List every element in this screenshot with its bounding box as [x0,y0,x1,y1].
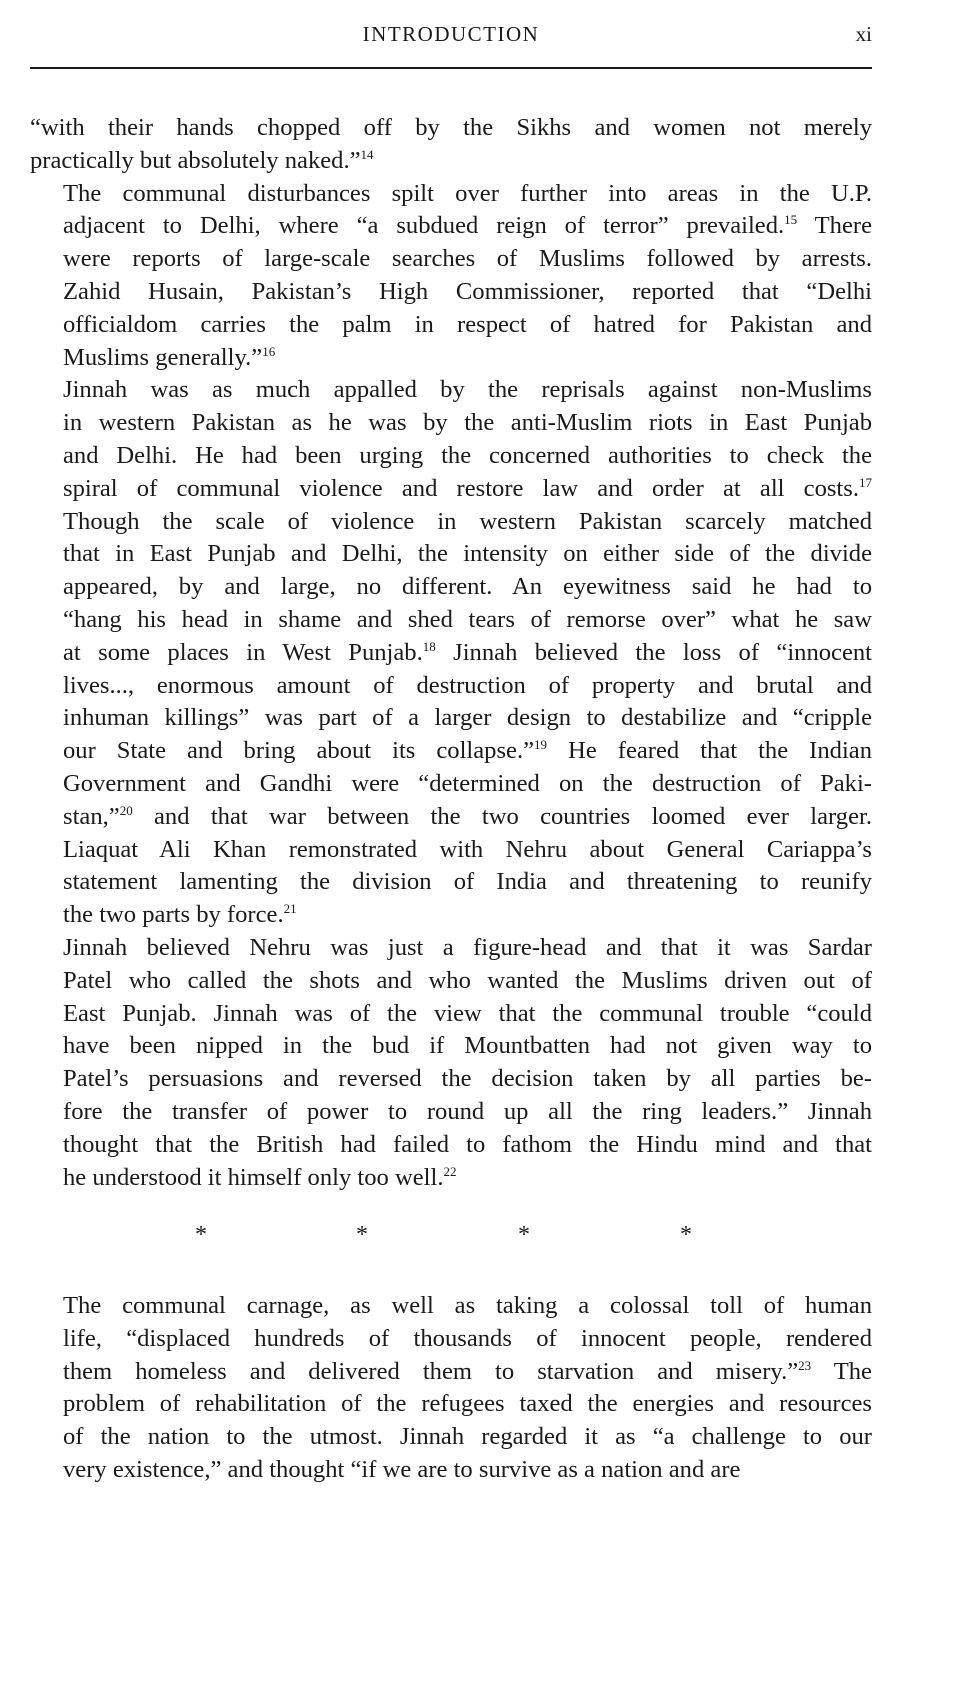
text-run: and Delhi. He had been urging the concerned authorities to check the [63,441,872,469]
footnote-ref: 14 [360,146,374,162]
text-line [30,276,872,309]
text-line [30,112,872,145]
text-line [30,735,872,768]
text-line [30,407,872,440]
paragraph [30,932,872,1194]
text-line [30,1096,872,1129]
text-run: Jinnah believed the loss of “innocent [435,638,872,666]
text-line [30,571,872,604]
running-head [30,20,872,52]
section-break [30,1222,872,1252]
paragraph [30,374,872,932]
text-line [30,210,872,243]
text-run: Patel who called the shots and who wanted the Muslims driven out of [63,966,872,994]
text-line [30,309,872,342]
text-run: He feared that the Indian [547,737,872,765]
text-run: practically but absolutely naked.” [30,146,361,174]
text-line [30,243,872,276]
text-run: spiral of communal violence and restore law and order at all costs. [63,474,859,502]
text-line [30,1063,872,1096]
text-run: The communal carnage, as well as taking a colossal toll of human [63,1292,872,1319]
body-text [30,112,872,1194]
text-line [30,1162,872,1195]
text-line [30,899,872,932]
text-line [30,801,872,834]
body-text-continued [30,1290,872,1487]
text-line [30,637,872,670]
text-line [30,932,872,965]
text-line [30,670,872,703]
text-line [30,342,872,375]
text-run: Zahid Husain, Pakistan’s High Commissioner, reported that “Delhi [63,277,872,305]
paragraph [30,112,872,178]
text-run: “with their hands chopped off by the Sikhs and women not merely [30,114,872,141]
text-line [30,1388,872,1421]
text-run: Jinnah believed Nehru was just a figure-head and that it was Sardar [63,933,872,961]
text-line [30,834,872,867]
text-line [30,1290,872,1323]
text-run: fore the transfer of power to round up all the ring leaders.” Jinnah [63,1097,872,1125]
text-run: very existence,” and thought “if we are to survive as a nation and are [63,1455,741,1483]
text-run: and that war between the two countries loomed ever larger. [132,802,872,830]
text-line [30,866,872,899]
text-run: adjacent to Delhi, where “a subdued reign of terror” prevailed. [63,212,785,240]
text-line [30,998,872,1031]
asterisk: * [356,1222,368,1248]
text-line [30,145,872,178]
text-run: The communal disturbances spilt over further into areas in the U.P. [63,179,872,207]
text-run: of the nation to the utmost. Jinnah regarded it as “a challenge to our [63,1423,872,1451]
text-run: inhuman killings” was part of a larger design to destabilize and “cripple [63,704,872,732]
text-run: he understood it himself only too well. [63,1163,444,1191]
text-run: our State and bring about its collapse.” [63,737,535,765]
asterisk: * [680,1222,692,1248]
text-line [30,702,872,735]
text-run: lives..., enormous amount of destruction of property and brutal and [63,671,872,699]
text-run: that in East Punjab and Delhi, the intensity on either side of the divide [63,540,872,568]
text-run: Liaquat Ali Khan remonstrated with Nehru about General Cariappa’s [63,835,872,863]
header-rule [30,67,872,69]
text-line [30,604,872,637]
text-run: officialdom carries the palm in respect of hatred for Pakistan and [63,310,872,338]
text-line [30,1323,872,1356]
footnote-ref: 18 [422,638,436,654]
text-line [30,473,872,506]
text-line [30,178,872,211]
asterisk: * [518,1222,530,1248]
chapter-title: INTRODUCTION [362,22,540,46]
text-run: appeared, by and large, no different. An eyewitness said he had to [63,573,872,601]
paragraph [30,1290,872,1487]
footnote-ref: 15 [784,212,798,228]
text-run: the two parts by force. [63,901,284,929]
text-run: problem of rehabilitation of the refugees taxed the energies and resources [63,1390,872,1418]
text-line [30,965,872,998]
text-run: thought that the British had failed to fathom the Hindu mind and that [63,1130,872,1158]
footnote-ref: 21 [283,901,297,917]
footnote-ref: 23 [798,1357,812,1373]
text-line [30,1421,872,1454]
text-line [30,768,872,801]
asterisk: * [195,1222,207,1248]
text-run: East Punjab. Jinnah was of the view that the communal trouble “could [63,999,872,1027]
footnote-ref: 19 [534,737,548,753]
text-run: in western Pakistan as he was by the anti-Muslim riots in East Punjab [63,409,872,437]
footnote-ref: 22 [443,1163,457,1179]
text-run: life, “displaced hundreds of thousands of innocent people, rendered [63,1324,872,1352]
text-line [30,1356,872,1389]
text-run: “hang his head in shame and shed tears of remorse over” what he saw [63,605,872,633]
footnote-ref: 16 [262,343,276,359]
footnote-ref: 17 [859,474,872,490]
text-run: at some places in West Punjab. [63,638,423,666]
page-number: xi [855,22,872,46]
text-run: The [811,1357,872,1385]
paragraph [30,178,872,375]
text-run: stan,” [63,802,120,830]
text-line [30,1454,872,1487]
text-run: Though the scale of violence in western Pakistan scarcely matched [63,507,872,535]
text-run: Government and Gandhi were “determined on the destruction of Paki- [63,769,872,797]
text-run: them homeless and delivered them to starvation and misery.” [63,1357,799,1385]
text-run: Muslims generally.” [63,343,263,371]
text-run: have been nipped in the bud if Mountbatten had not given way to [63,1032,872,1060]
text-line [30,506,872,539]
footnote-ref: 20 [119,802,133,818]
text-run: Patel’s persuasions and reversed the decision taken by all parties be- [63,1065,872,1093]
text-run: statement lamenting the division of India and threatening to reunify [63,868,872,896]
book-page [30,0,872,1683]
text-line [30,374,872,407]
text-line [30,1129,872,1162]
text-line [30,538,872,571]
text-run: There [797,212,872,240]
text-line [30,1030,872,1063]
text-line [30,440,872,473]
text-run: Jinnah was as much appalled by the reprisals against non-Muslims [63,376,872,404]
text-run: were reports of large-scale searches of Muslims followed by arrests. [63,245,872,273]
